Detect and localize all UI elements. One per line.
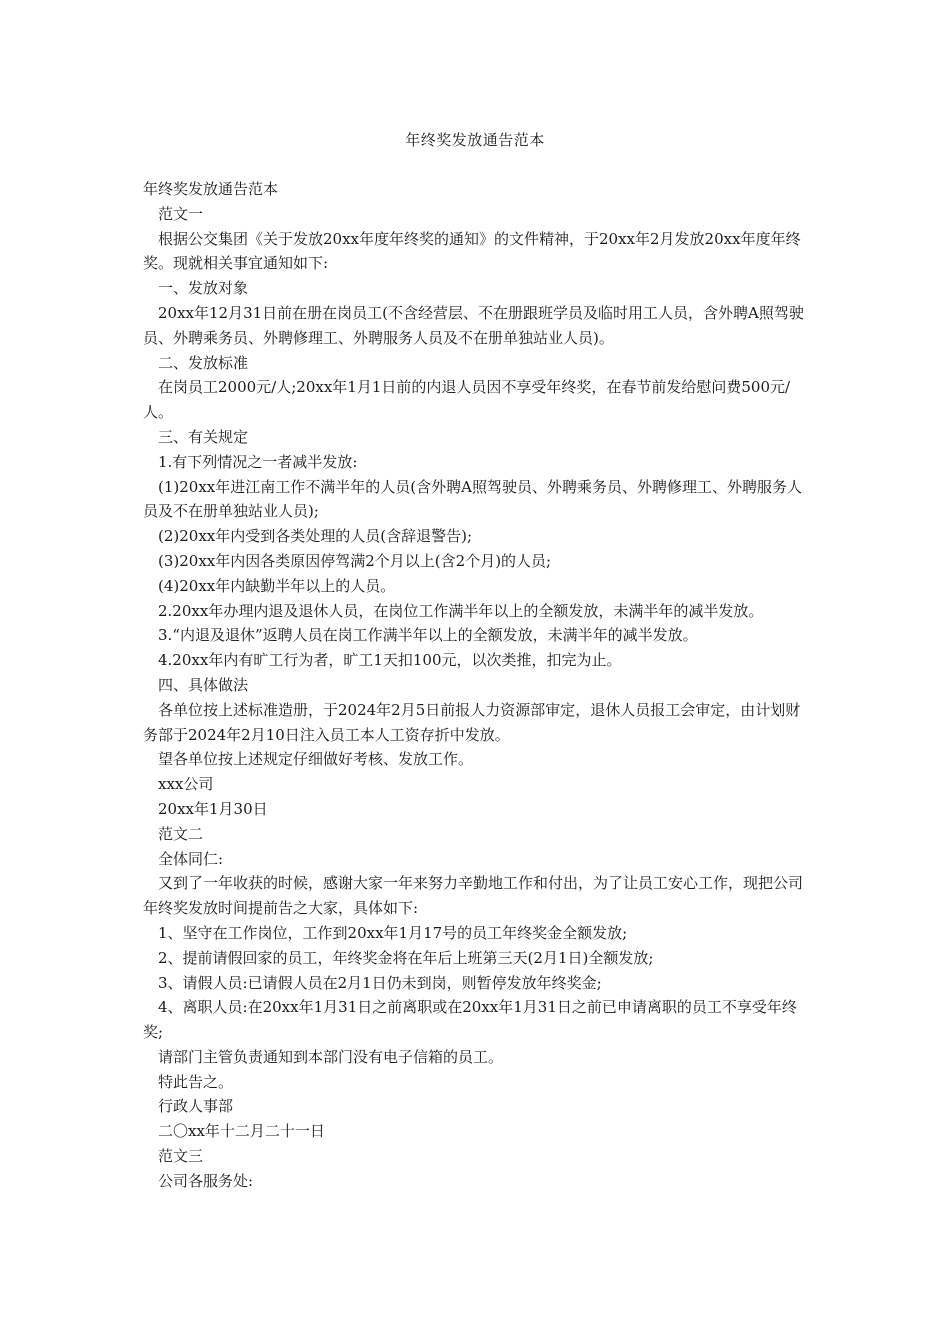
document-paragraph: 2.20xx年办理内退及退休人员，在岗位工作满半年以上的全额发放，未满半年的减半发放。 — [158, 601, 764, 620]
document-paragraph: 年终奖发放通告范本 — [143, 180, 279, 198]
document-paragraph: 又到了一年收获的时候，感谢大家一年来努力辛勤地工作和付出，为了让员工安心工作，现把公司年终奖发放时间提前告之大家，具体如下: — [143, 874, 804, 918]
document-paragraph: 特此告之。 — [158, 1072, 234, 1091]
document-paragraph: 公司各服务处: — [158, 1171, 254, 1190]
document-paragraph: 行政人事部 — [158, 1097, 234, 1116]
document-paragraph: (4)20xx年内缺勤半年以上的人员。 — [158, 576, 396, 595]
document-paragraph: 四、具体做法 — [158, 675, 249, 694]
document-paragraph: (1)20xx年进江南工作不满半年的人员(含外聘A照驾驶员、外聘乘务员、外聘修理工、外聘服务人员及不在册单独站业人员); — [143, 477, 802, 521]
document-paragraph: 在岗员工2000元/人;20xx年1月1日前的内退人员因不享受年终奖，在春节前发给慰问费500元/人。 — [143, 378, 791, 422]
document-paragraph: 范文二 — [158, 824, 204, 843]
document-paragraph: 20xx年1月30日 — [158, 799, 268, 818]
document-paragraph: 二、发放标准 — [158, 353, 249, 372]
document-paragraph: (3)20xx年内因各类原因停驾满2个月以上(含2个月)的人员; — [158, 551, 552, 570]
document-paragraph: 各单位按上述标准造册，于2024年2月5日前报人力资源部审定，退休人员报工会审定，由计划财务部于2024年2月10日注入员工本人工资存折中发放。 — [143, 700, 801, 744]
document-paragraph: 3、请假人员:已请假人员在2月1日仍未到岗，则暂停发放年终奖金; — [158, 973, 602, 992]
document-paragraph: 4、离职人员:在20xx年1月31日之前离职或在20xx年1月31日之前已申请离职的员工不享受年终奖; — [143, 998, 797, 1042]
document-paragraph: 1、坚守在工作岗位，工作到20xx年1月17号的员工年终奖金全额发放; — [158, 923, 628, 942]
document-paragraph: xxx公司 — [158, 775, 214, 794]
document-paragraph: 3.“内退及退休”返聘人员在岗工作满半年以上的全额发放，未满半年的减半发放。 — [158, 626, 698, 645]
document-paragraph: 4.20xx年内有旷工行为者，旷工1天扣100元，以次类推，扣完为止。 — [158, 651, 622, 670]
document-body — [143, 177, 808, 1194]
document-paragraph: 一、发放对象 — [158, 279, 249, 298]
document-paragraph: 全体同仁: — [158, 849, 224, 868]
document-paragraph: 三、有关规定 — [158, 427, 249, 446]
document-paragraph: 1.有下列情况之一者减半发放: — [158, 452, 358, 471]
document-paragraph: (2)20xx年内受到各类处理的人员(含辞退警告); — [158, 527, 473, 546]
document-paragraph: 望各单位按上述规定仔细做好考核、发放工作。 — [158, 750, 474, 769]
document-paragraph: 范文一 — [158, 204, 204, 223]
document-paragraph: 范文三 — [158, 1147, 204, 1166]
document-title: 年终奖发放通告范本 — [405, 131, 545, 149]
document-paragraph: 请部门主管负责通知到本部门没有电子信箱的员工。 — [158, 1047, 504, 1066]
document-paragraph: 20xx年12月31日前在册在岗员工(不含经营层、不在册跟班学员及临时用工人员，含外聘A照驾驶员、外聘乘务员、外聘修理工、外聘服务人员及不在册单独站业人员)。 — [143, 303, 804, 347]
document-paragraph: 根据公交集团《关于发放20xx年度年终奖的通知》的文件精神，于20xx年2月发放20xx年度年终奖。现就相关事宜通知如下: — [143, 229, 801, 273]
document-paragraph: 2、提前请假回家的员工，年终奖金将在年后上班第三天(2月1日)全额发放; — [158, 948, 654, 967]
document-paragraph: 二〇xx年十二月二十一日 — [158, 1122, 325, 1141]
